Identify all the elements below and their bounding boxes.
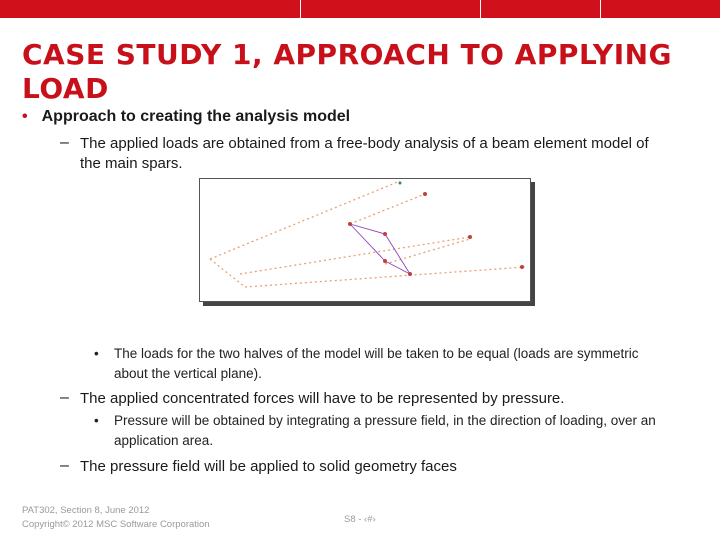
bullet-icon: • xyxy=(22,108,28,125)
footer-course: PAT302, Section 8, June 2012 xyxy=(22,505,150,516)
header-bar xyxy=(0,0,720,18)
slide-title: CASE STUDY 1, APPROACH TO APPLYING LOAD xyxy=(22,38,673,105)
dash-icon: – xyxy=(60,389,69,406)
sub-item-2: Pressure will be obtained by integrating a pressure field, in the direction of loading, over an application area. xyxy=(114,413,656,448)
dash-icon: – xyxy=(60,457,69,474)
dash-icon: – xyxy=(60,134,69,151)
subbullet-icon: • xyxy=(94,346,99,361)
dash-item-3: The pressure field will be applied to solid geometry faces xyxy=(80,458,457,475)
dash-item-1: The applied loads are obtained from a free-body analysis of a beam element model of the main spars. xyxy=(80,135,649,172)
footer-copyright: Copyright© 2012 MSC Software Corporation xyxy=(22,519,210,530)
beam-model-figure xyxy=(199,178,531,302)
subbullet-icon: • xyxy=(94,413,99,428)
bullet-text: Approach to creating the analysis model xyxy=(41,108,351,125)
dash-item-2: The applied concentrated forces will have to be represented by pressure. xyxy=(80,390,565,407)
page-number: S8 - ‹#› xyxy=(344,514,376,525)
beam-model-icon xyxy=(200,179,530,301)
sub-item-1: The loads for the two halves of the model will be taken to be equal (loads are symmetric about the vertical plane). xyxy=(114,346,639,381)
bullet-level1 xyxy=(22,108,350,126)
